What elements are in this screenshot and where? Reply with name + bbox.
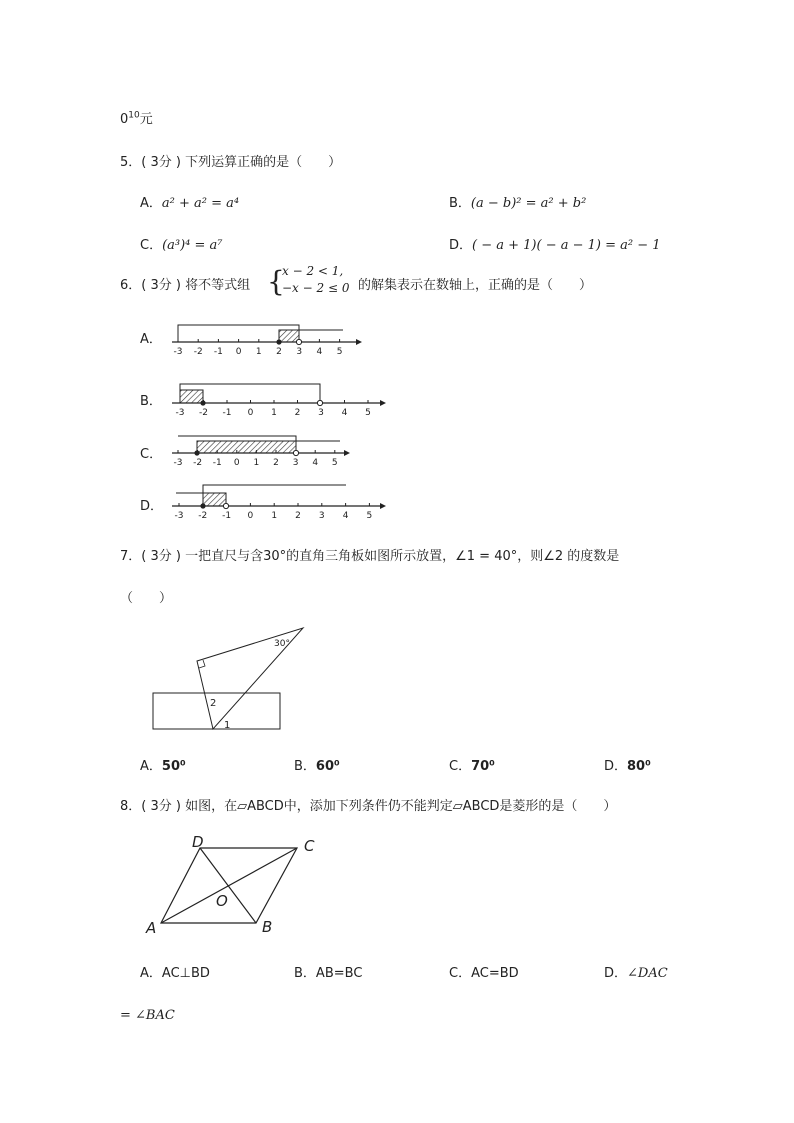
q8-option-a-value: AC⊥BD: [161, 966, 210, 981]
tick-label: 4: [316, 347, 323, 357]
angle-30-label: 30°: [274, 639, 290, 649]
q5-option-d-label: D．: [449, 238, 473, 253]
q5-option-c-label: C．: [140, 238, 163, 253]
tick-label: -2: [193, 347, 203, 357]
q8-option-d-cont: = ∠BAC: [120, 1008, 175, 1023]
q8-option-a[interactable]: [140, 962, 210, 981]
tick-label: -3: [175, 408, 185, 418]
q7-stem: 7．( 3分 ) 一把直尺与含30°的直角三角板如图所示放置，∠1 = 40°，则∠2 的度数是: [120, 549, 620, 564]
q7-option-c-value: 70⁰: [471, 759, 495, 774]
center-o-label: O: [216, 892, 228, 910]
q8-option-d-label: D．: [604, 966, 628, 981]
q8-option-c[interactable]: [449, 962, 519, 981]
tick-label: -2: [198, 511, 208, 521]
tail-base: 0: [120, 112, 129, 127]
angle-1-label: 1: [224, 720, 231, 731]
vertex-a-label: A: [146, 919, 157, 937]
tick-label: -1: [222, 511, 232, 521]
tick-label: 1: [271, 408, 277, 418]
tick-label: 1: [271, 511, 278, 521]
q5-option-b-label: B．: [449, 196, 471, 211]
q7-option-d-label: D．: [604, 759, 628, 774]
q5-option-c-expr: (a³)⁴ = a⁷: [162, 238, 223, 253]
tick-label: -1: [222, 408, 232, 418]
q6-stem-pre: 6．( 3分 ) 将不等式组: [120, 278, 251, 293]
tick-label: -3: [173, 347, 183, 357]
tick-label: 5: [331, 458, 338, 468]
tick-label: -1: [212, 458, 222, 468]
tick-label: 0: [235, 347, 242, 357]
q7-blank: （ ）: [120, 591, 173, 606]
q5-stem: 5．( 3分 ) 下列运算正确的是（ ）: [120, 155, 342, 170]
q6-option-c-label[interactable]: C．: [140, 447, 163, 462]
tick-label: 1: [255, 347, 262, 357]
tick-label: 3: [318, 511, 325, 521]
q6-stem-post: 的解集表示在数轴上，正确的是（ ）: [358, 278, 593, 293]
tick-label: 2: [294, 408, 301, 418]
q5-option-d-expr: ( − a + 1)( − a − 1) = a² − 1: [472, 238, 661, 253]
q6-option-b-label[interactable]: B．: [140, 394, 162, 409]
q7-option-c-label: C．: [449, 759, 472, 774]
q5-option-b-expr: (a − b)² = a² + b²: [470, 196, 587, 211]
q6-brace: {: [267, 265, 285, 298]
q7-option-a-label: A．: [140, 759, 162, 774]
tick-label: 5: [365, 408, 371, 418]
q7-option-b-value: 60⁰: [315, 759, 340, 774]
q8-option-c-label: C．: [449, 966, 472, 981]
tick-label: -3: [173, 458, 183, 468]
tick-label: 5: [336, 347, 343, 357]
tick-label: -2: [193, 458, 203, 468]
q8-stem: 8．( 3分 ) 如图，在▱ABCD中，添加下列条件仍不能判定▱ABCD是菱形的是（ ）: [120, 799, 617, 814]
tick-label: 3: [318, 408, 324, 418]
q8-option-a-label: A．: [140, 966, 162, 981]
q6-ineq1: x − 2 < 1,: [282, 264, 344, 278]
tick-label: 1: [253, 458, 260, 468]
tick-label: 5: [366, 511, 373, 521]
tick-label: 0: [247, 511, 254, 521]
q6-option-a-label[interactable]: A．: [140, 332, 162, 347]
tail-unit: 元: [139, 112, 153, 127]
tick-label: 3: [296, 347, 303, 357]
q7-option-b-label: B．: [294, 759, 316, 774]
tick-label: -3: [174, 511, 184, 521]
q5-option-a-expr: a² + a² = a⁴: [161, 196, 240, 211]
q8-option-c-value: AC=BD: [471, 966, 519, 981]
q6-option-d-label[interactable]: D．: [140, 499, 164, 514]
q7-option-a-value: 50⁰: [161, 759, 186, 774]
vertex-c-label: C: [304, 837, 315, 855]
tick-label: 0: [247, 408, 254, 418]
q8-option-b[interactable]: [294, 962, 362, 981]
tick-label: 2: [295, 511, 301, 521]
tick-label: 0: [233, 458, 240, 468]
diagonal-bd: [200, 848, 256, 923]
q5-option-a-label: A．: [140, 196, 162, 211]
q8-option-b-label: B．: [294, 966, 316, 981]
tick-label: 2: [276, 347, 282, 357]
q8-option-b-value: AB=BC: [315, 966, 363, 981]
tick-label: 3: [292, 458, 299, 468]
tick-label: 4: [342, 511, 349, 521]
tick-label: -1: [213, 347, 223, 357]
q8-option-d[interactable]: [604, 962, 668, 981]
tick-label: 2: [273, 458, 279, 468]
angle-2-label: 2: [210, 698, 217, 709]
tick-label: -2: [199, 408, 208, 418]
q8-option-d-value: ∠DAC: [627, 966, 668, 981]
vertex-d-label: D: [192, 833, 204, 851]
tail-exp: 10: [128, 110, 140, 121]
q6-ineq2: −x − 2 ≤ 0: [282, 281, 350, 295]
vertex-b-label: B: [262, 918, 273, 936]
tick-label: 4: [341, 408, 348, 418]
tick-label: 4: [312, 458, 319, 468]
q7-option-d-value: 80⁰: [627, 759, 651, 774]
